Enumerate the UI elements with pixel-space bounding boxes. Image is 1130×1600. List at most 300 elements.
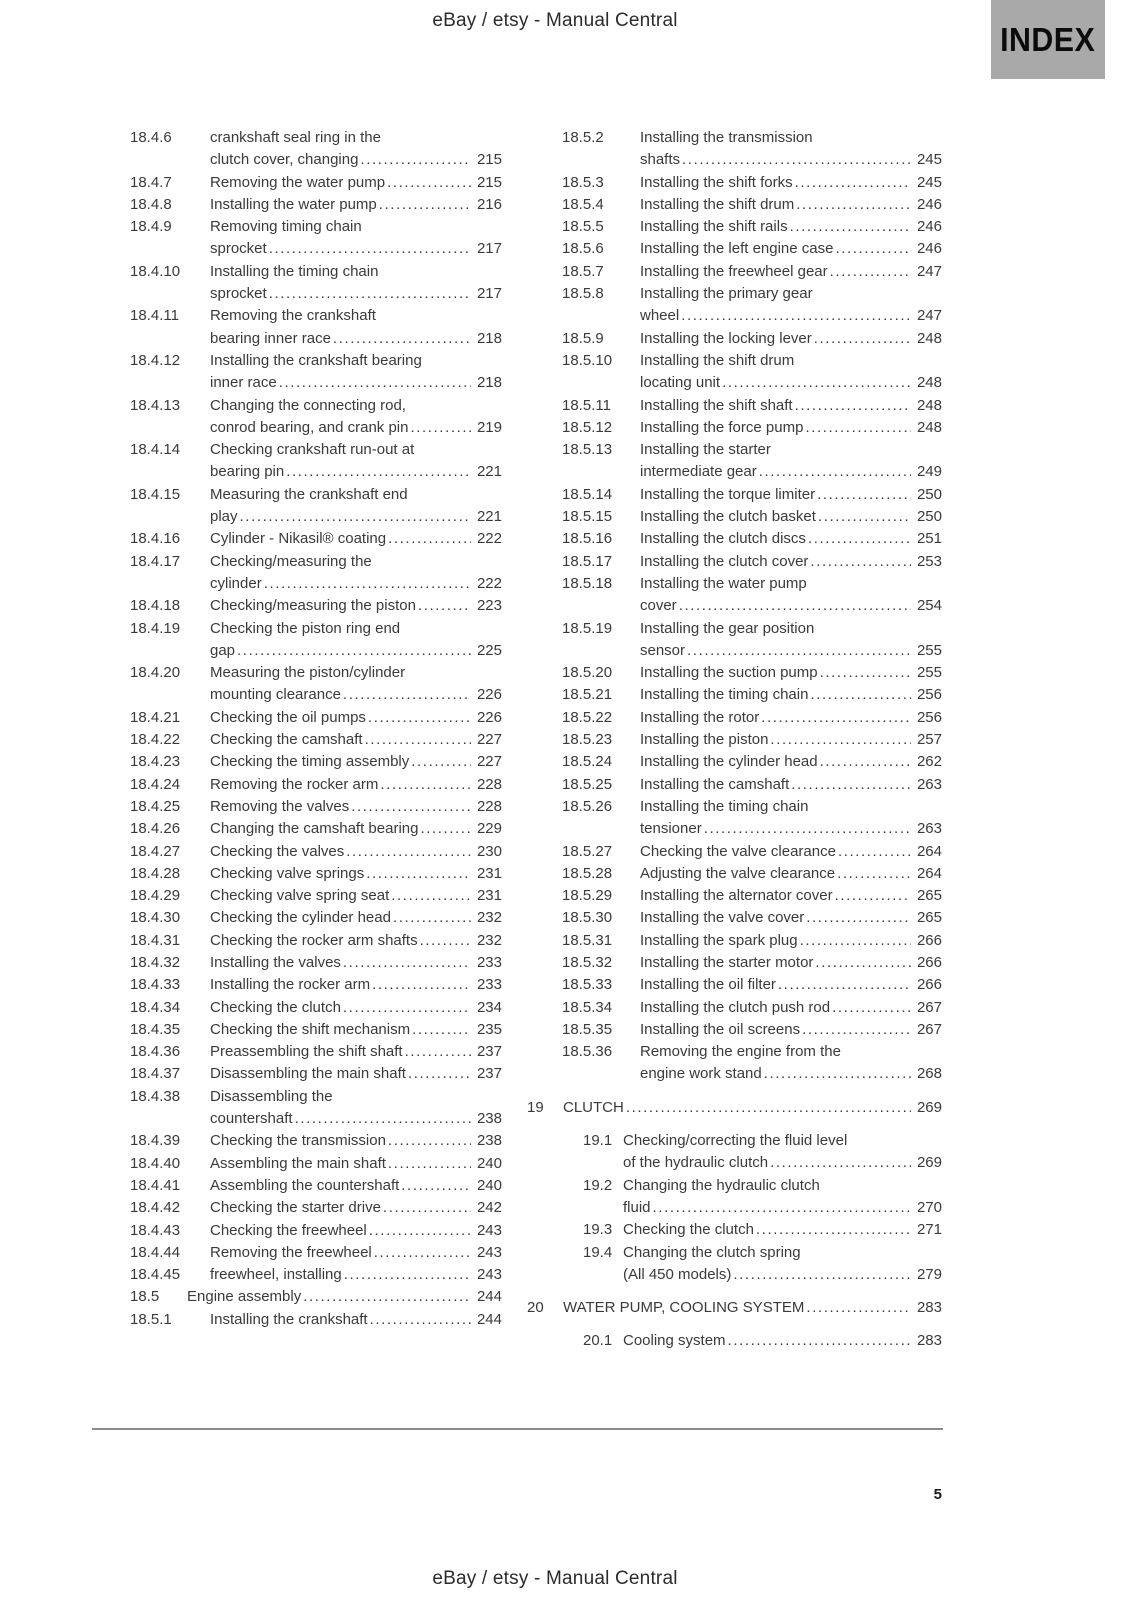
- page-ref: 240: [476, 1154, 502, 1172]
- page-ref: 246: [916, 240, 942, 258]
- entry-title-text: Engine assembly: [187, 1288, 302, 1306]
- entry-title-text: Checking valve spring seat: [210, 887, 390, 905]
- entry-title-line: Checking/correcting the fluid level: [623, 1132, 848, 1150]
- entry-title-line: [210, 640, 502, 662]
- entry-title-text: Installing the starter motor: [640, 953, 814, 971]
- page-ref: 264: [916, 864, 942, 882]
- page-ref: 269: [916, 1098, 942, 1116]
- entry-title-text: Installing the suction pump: [640, 664, 818, 682]
- toc-entry: [130, 395, 502, 440]
- entry-body: [210, 395, 502, 440]
- section-number: 18.4.32: [130, 953, 181, 971]
- page-number: 5: [933, 1486, 942, 1503]
- dot-leader: [380, 774, 471, 796]
- dot-leader: [420, 818, 470, 840]
- entry-title-text: Checking the camshaft: [210, 731, 363, 749]
- dot-leader: [333, 328, 471, 350]
- entry-title-text: Installing the camshaft: [640, 775, 790, 793]
- entry-body: [640, 283, 942, 328]
- entry-body: [640, 841, 942, 863]
- dot-leader: [343, 952, 471, 974]
- toc-entry: [583, 1175, 942, 1220]
- section-number: 18.5.4: [562, 195, 604, 213]
- entry-body: [640, 952, 942, 974]
- entry-title-line: Removing timing chain: [210, 218, 362, 236]
- dot-leader: [832, 997, 911, 1019]
- section-number: 18.4.12: [130, 351, 181, 369]
- entry-title-line: [563, 1097, 942, 1119]
- toc-entry: [130, 997, 502, 1019]
- dot-leader: [733, 1264, 911, 1286]
- page-ref: 263: [916, 820, 942, 838]
- toc-entry: [130, 796, 502, 818]
- page-ref: 256: [916, 708, 942, 726]
- entry-title-text: of the hydraulic clutch: [623, 1154, 769, 1172]
- section-number: 18.4.6: [130, 129, 172, 146]
- section-number: 18.4.41: [130, 1176, 181, 1194]
- page-ref: 255: [916, 664, 942, 682]
- entry-title-text: mounting clearance: [210, 686, 341, 704]
- toc-entry: [130, 350, 502, 395]
- toc-entry: [562, 796, 942, 841]
- section-number: 18.5.27: [562, 842, 613, 860]
- section-number: 18.5.35: [562, 1020, 613, 1038]
- dot-leader: [343, 997, 471, 1019]
- entry-title-line: [640, 1019, 942, 1041]
- entry-body: [640, 528, 942, 550]
- dot-leader: [722, 372, 911, 394]
- dot-leader: [360, 149, 471, 171]
- toc-entry: [130, 707, 502, 729]
- dot-leader: [704, 818, 911, 840]
- dot-leader: [653, 1197, 911, 1219]
- entry-title-line: [210, 595, 502, 617]
- entry-title-text: Changing the camshaft bearing: [210, 820, 419, 838]
- entry-title-line: [623, 1197, 942, 1219]
- dot-leader: [387, 172, 471, 194]
- entry-title-text: (All 450 models): [623, 1265, 732, 1283]
- section-number: 18.5.3: [562, 173, 604, 191]
- section-number: 18.5.20: [562, 664, 613, 682]
- section-number: 18.4.18: [130, 597, 181, 615]
- entry-body: [640, 261, 942, 283]
- entry-title-line: Checking the piston ring end: [210, 619, 401, 637]
- page-ref: 238: [476, 1132, 502, 1150]
- toc-entry: [562, 261, 942, 283]
- section-number: 19.2: [583, 1176, 613, 1194]
- toc-entry: [130, 1175, 502, 1197]
- entry-title-text: locating unit: [640, 374, 721, 392]
- entry-body: [640, 506, 942, 528]
- page-ref: 230: [476, 842, 502, 860]
- section-number: 18.4.30: [130, 909, 181, 927]
- entry-body: [210, 707, 502, 729]
- entry-body: [210, 1264, 502, 1286]
- page-ref: 257: [916, 731, 942, 749]
- entry-title-line: [640, 484, 942, 506]
- entry-body: [640, 551, 942, 573]
- page-ref: 242: [476, 1199, 502, 1217]
- section-number: 18.5.15: [562, 508, 613, 526]
- page-ref: 249: [916, 463, 942, 481]
- toc-entry: [130, 885, 502, 907]
- entry-body: [210, 305, 502, 350]
- section-number: 18.5.24: [562, 753, 613, 771]
- entry-title-line: [210, 172, 502, 194]
- section-number: 18.5.14: [562, 485, 613, 503]
- entry-title-text: shafts: [640, 151, 681, 169]
- section-number: 18.5.2: [562, 129, 604, 146]
- entry-title-line: [640, 707, 942, 729]
- toc-entry: [562, 774, 942, 796]
- dot-leader: [835, 885, 911, 907]
- toc-entry: [130, 729, 502, 751]
- entry-body: [210, 216, 502, 261]
- page-ref: 243: [476, 1266, 502, 1284]
- entry-title-text: Installing the locking lever: [640, 329, 812, 347]
- dot-leader: [756, 1219, 911, 1241]
- section-number: 18.5.16: [562, 530, 613, 548]
- entry-body: [210, 194, 502, 216]
- dot-leader: [351, 796, 471, 818]
- toc-entry: [130, 1153, 502, 1175]
- entry-title-text: Installing the valves: [210, 953, 341, 971]
- toc-entry: [130, 1086, 502, 1131]
- entry-title-line: Installing the gear position: [640, 619, 815, 637]
- dot-leader: [370, 1309, 471, 1331]
- toc-entry: [130, 528, 502, 550]
- entry-title-text: Cylinder - Nikasil® coating: [210, 530, 387, 548]
- entry-title-line: [210, 930, 502, 952]
- entry-title-line: [640, 461, 942, 483]
- dot-leader: [369, 1220, 471, 1242]
- section-number: 20: [527, 1299, 544, 1317]
- entry-title-line: [640, 595, 942, 617]
- entry-title-text: intermediate gear: [640, 463, 757, 481]
- page-ref: 248: [916, 396, 942, 414]
- section-number: 18.5.25: [562, 775, 613, 793]
- entry-title-text: Installing the torque limiter: [640, 485, 816, 503]
- page-ref: 244: [476, 1310, 502, 1328]
- section-number: 18.4.45: [130, 1266, 181, 1284]
- dot-leader: [343, 684, 471, 706]
- entry-title-line: [210, 1063, 502, 1085]
- toc-entry: [562, 930, 942, 952]
- entry-title-text: cover: [640, 597, 677, 615]
- toc-entry: [130, 751, 502, 773]
- entry-body: [640, 707, 942, 729]
- entry-title-line: [187, 1286, 502, 1308]
- toc-entry: [562, 841, 942, 863]
- dot-leader: [374, 1242, 471, 1264]
- toc-entry: [562, 350, 942, 395]
- section-number: 18.5.36: [562, 1043, 613, 1061]
- entry-title-line: [210, 528, 502, 550]
- page-ref: 217: [476, 285, 502, 303]
- page-ref: 233: [476, 976, 502, 994]
- entry-body: [210, 551, 502, 596]
- entry-body: [210, 1086, 502, 1131]
- entry-title-line: Checking/measuring the: [210, 552, 372, 570]
- section-number: 18.4.34: [130, 998, 181, 1016]
- entry-title-text: tensioner: [640, 820, 702, 838]
- section-number: 18.5.8: [562, 285, 604, 303]
- page-ref: 233: [476, 953, 502, 971]
- section-number: 18.4.38: [130, 1087, 181, 1105]
- toc-entry: [130, 1220, 502, 1242]
- entry-title-text: Installing the crankshaft: [210, 1310, 368, 1328]
- page-ref: 240: [476, 1176, 502, 1194]
- entry-title-line: [640, 395, 942, 417]
- section-number: 18.4.43: [130, 1221, 181, 1239]
- dot-leader: [279, 372, 471, 394]
- toc-entry: [562, 551, 942, 573]
- dot-leader: [808, 528, 911, 550]
- entry-title-text: Checking/measuring the piston: [210, 597, 416, 615]
- entry-title-line: [640, 194, 942, 216]
- toc-entry: [583, 1130, 942, 1175]
- entry-title-line: [210, 1264, 502, 1286]
- page-ref: 229: [476, 820, 502, 838]
- entry-title-line: [623, 1264, 942, 1286]
- entry-title-line: [210, 818, 502, 840]
- entry-body: [210, 952, 502, 974]
- page-ref: 246: [916, 218, 942, 236]
- dot-leader: [770, 1152, 911, 1174]
- entry-body: [640, 216, 942, 238]
- entry-title-text: Installing the oil screens: [640, 1020, 801, 1038]
- toc-entry: [562, 506, 942, 528]
- entry-title-line: [623, 1219, 942, 1241]
- entry-body: [210, 751, 502, 773]
- entry-title-line: Removing the engine from the: [640, 1043, 841, 1061]
- entry-body: [210, 127, 502, 172]
- dot-leader: [379, 194, 471, 216]
- entry-title-text: clutch cover, changing: [210, 151, 359, 169]
- toc-entry: [130, 952, 502, 974]
- entry-body: [187, 1286, 502, 1308]
- section-number: 18.5: [130, 1288, 160, 1306]
- toc-entry: [562, 395, 942, 417]
- section-number: 18.4.11: [130, 307, 179, 325]
- entry-body: [640, 618, 942, 663]
- entry-title-text: inner race: [210, 374, 277, 392]
- section-number: 18.4.16: [130, 530, 181, 548]
- entry-title-line: [640, 863, 942, 885]
- page-ref: 250: [916, 485, 942, 503]
- entry-title-line: [210, 1197, 502, 1219]
- page-ref: 243: [476, 1243, 502, 1261]
- page-ref: 254: [916, 597, 942, 615]
- entry-body: [640, 484, 942, 506]
- section-number: 18.4.19: [130, 619, 181, 637]
- entry-title-line: [640, 149, 942, 171]
- entry-title-line: [210, 796, 502, 818]
- entry-body: [210, 774, 502, 796]
- toc-entry: [562, 974, 942, 996]
- entry-title-text: cylinder: [210, 574, 262, 592]
- entry-title-line: [640, 729, 942, 751]
- entry-title-text: Removing the valves: [210, 797, 350, 815]
- page-ref: 265: [916, 887, 942, 905]
- entry-title-line: Changing the hydraulic clutch: [623, 1176, 820, 1194]
- entry-title-text: Checking the shift mechanism: [210, 1020, 411, 1038]
- entry-body: [210, 1153, 502, 1175]
- section-number: 18.4.26: [130, 820, 181, 838]
- entry-title-text: engine work stand: [640, 1065, 762, 1083]
- section-number: 18.4.27: [130, 842, 181, 860]
- entry-body: [640, 863, 942, 885]
- page-ref: 268: [916, 1065, 942, 1083]
- entry-body: [640, 974, 942, 996]
- dot-leader: [237, 640, 471, 662]
- entry-title-line: [640, 930, 942, 952]
- entry-title-line: [623, 1152, 942, 1174]
- entry-body: [640, 885, 942, 907]
- entry-body: [210, 974, 502, 996]
- dot-leader: [815, 952, 911, 974]
- dot-leader: [796, 194, 911, 216]
- page-ref: 222: [476, 574, 502, 592]
- entry-body: [210, 595, 502, 617]
- entry-title-text: freewheel, installing: [210, 1266, 342, 1284]
- dot-leader: [838, 841, 911, 863]
- dot-leader: [805, 417, 911, 439]
- page-ref: 255: [916, 641, 942, 659]
- dot-leader: [405, 1041, 471, 1063]
- entry-title-line: Installing the transmission: [640, 129, 813, 146]
- page-ref: 267: [916, 1020, 942, 1038]
- entry-title-line: [640, 372, 942, 394]
- section-number: 18.4.24: [130, 775, 181, 793]
- entry-body: [640, 328, 942, 350]
- toc-entry: [130, 216, 502, 261]
- entry-title-line: [210, 1041, 502, 1063]
- page-ref: 221: [476, 508, 502, 526]
- entry-title-line: Changing the connecting rod,: [210, 396, 406, 414]
- entry-body: [210, 1063, 502, 1085]
- entry-body: [210, 930, 502, 952]
- toc-entry: [562, 439, 942, 484]
- page-ref: 245: [916, 151, 942, 169]
- entry-title-text: Removing the freewheel: [210, 1243, 372, 1261]
- index-tab-label: INDEX: [1000, 20, 1096, 58]
- entry-title-line: [210, 573, 502, 595]
- entry-body: [210, 818, 502, 840]
- entry-body: [210, 618, 502, 663]
- entry-body: [563, 1297, 942, 1319]
- dot-leader: [817, 484, 911, 506]
- entry-title-line: [640, 684, 942, 706]
- dot-leader: [820, 751, 911, 773]
- page-ref: 283: [916, 1332, 942, 1350]
- entry-body: [640, 1019, 942, 1041]
- entry-title-text: Installing the water pump: [210, 195, 377, 213]
- entry-body: [210, 1019, 502, 1041]
- toc-entry: [130, 1264, 502, 1286]
- section-number: 18.4.8: [130, 195, 172, 213]
- entry-title-text: bearing inner race: [210, 329, 331, 347]
- entry-title-line: [640, 818, 942, 840]
- entry-title-line: Measuring the piston/cylinder: [210, 664, 406, 682]
- page-ref: 227: [476, 753, 502, 771]
- section-number: 18.5.5: [562, 218, 604, 236]
- entry-title-line: [640, 417, 942, 439]
- page-ref: 228: [476, 775, 502, 793]
- page-ref: 234: [476, 998, 502, 1016]
- entry-title-text: Installing the clutch cover: [640, 552, 809, 570]
- dot-leader: [286, 461, 471, 483]
- entry-title-text: Installing the clutch basket: [640, 508, 816, 526]
- page-ref: 221: [476, 463, 502, 481]
- entry-title-line: [640, 172, 942, 194]
- section-number: 18.5.10: [562, 351, 613, 369]
- entry-body: [623, 1130, 942, 1175]
- entry-body: [640, 573, 942, 618]
- toc-entry: [130, 1019, 502, 1041]
- entry-title-line: [640, 997, 942, 1019]
- section-number: 18.4.20: [130, 664, 181, 682]
- dot-leader: [795, 172, 911, 194]
- entry-title-line: crankshaft seal ring in the: [210, 129, 381, 146]
- entry-title-text: fluid: [623, 1198, 651, 1216]
- page-ref: 237: [476, 1065, 502, 1083]
- entry-body: [640, 796, 942, 841]
- section-number: 18.4.44: [130, 1243, 181, 1261]
- entry-title-text: Checking valve springs: [210, 864, 365, 882]
- dot-leader: [372, 974, 471, 996]
- entry-title-line: Measuring the crankshaft end: [210, 485, 408, 503]
- toc-entry: [130, 484, 502, 529]
- section-number: 18.5.33: [562, 976, 613, 994]
- dot-leader: [412, 1019, 471, 1041]
- page-ref: 225: [476, 641, 502, 659]
- entry-title-line: [210, 1220, 502, 1242]
- toc-entry: [527, 1297, 942, 1319]
- dot-leader: [770, 729, 911, 751]
- entry-body: [640, 350, 942, 395]
- entry-title-text: Checking the freewheel: [210, 1221, 367, 1239]
- toc-entry: [130, 305, 502, 350]
- dot-leader: [401, 1175, 471, 1197]
- entry-title-line: [640, 506, 942, 528]
- entry-title-text: Cooling system: [623, 1332, 726, 1350]
- dot-leader: [802, 1019, 911, 1041]
- dot-leader: [295, 1108, 471, 1130]
- page-ref: 232: [476, 909, 502, 927]
- dot-leader: [810, 684, 911, 706]
- page-ref: 227: [476, 731, 502, 749]
- entry-body: [210, 484, 502, 529]
- entry-title-text: Installing the clutch discs: [640, 530, 806, 548]
- toc-entry: [130, 172, 502, 194]
- entry-title-line: Disassembling the: [210, 1087, 333, 1105]
- entry-body: [640, 127, 942, 172]
- toc-entry: [130, 974, 502, 996]
- entry-title-text: Installing the oil filter: [640, 976, 776, 994]
- section-number: 19: [527, 1098, 544, 1116]
- entry-body: [640, 930, 942, 952]
- dot-leader: [269, 238, 471, 260]
- entry-title-line: [640, 841, 942, 863]
- page-ref: 279: [916, 1265, 942, 1283]
- entry-title-line: [640, 328, 942, 350]
- entry-body: [640, 238, 942, 260]
- entry-title-text: Installing the rocker arm: [210, 976, 371, 994]
- entry-title-line: [210, 684, 502, 706]
- toc-entry: [562, 952, 942, 974]
- section-number: 18.4.22: [130, 731, 181, 749]
